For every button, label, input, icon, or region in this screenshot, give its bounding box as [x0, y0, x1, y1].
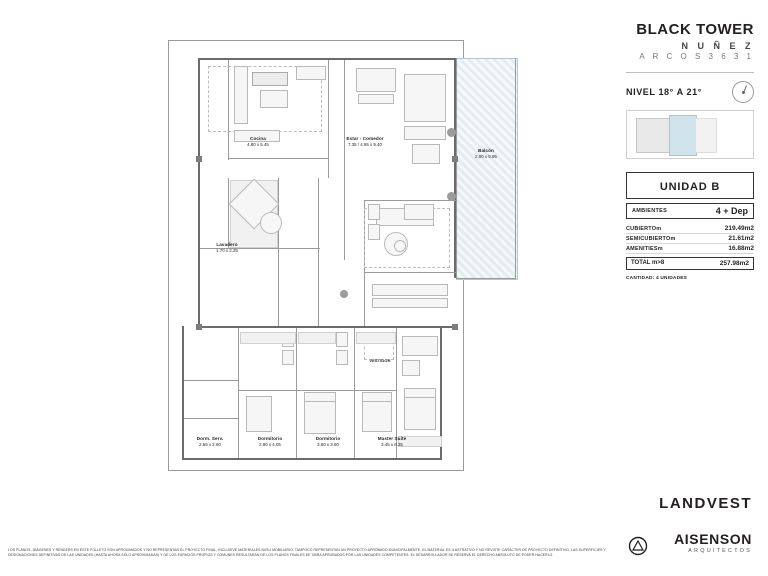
bath-toilet-1 [368, 224, 380, 240]
balcony-edge-bottom [456, 278, 516, 279]
bed-headboard-1 [304, 392, 336, 402]
room-dims: 4.80 x 5.45 [247, 142, 269, 147]
room-name: Dormitorio [257, 436, 283, 441]
closet-dorm-2 [356, 332, 396, 344]
structural-dot-2 [447, 192, 456, 201]
balcony-area [456, 58, 518, 280]
unit-title-box [626, 172, 754, 199]
ambientes-label: AMBIENTES [632, 208, 668, 214]
room-label-master-suite [358, 436, 426, 448]
bath-sink-3 [336, 332, 348, 347]
room-dims: 2.90 x 4.05 [259, 442, 281, 447]
bath-tub [404, 204, 434, 220]
room-label-lavadero [196, 242, 258, 254]
plan-outline-bottom [168, 470, 464, 471]
room-label-dormitorio-1 [240, 436, 300, 448]
area-table [626, 224, 754, 254]
project-neighborhood: N U Ñ E Z [681, 41, 754, 51]
balcony-edge-right [515, 58, 516, 278]
area-row [626, 244, 754, 254]
aisenson-mark-icon [628, 536, 648, 556]
bed-headboard-master [404, 388, 436, 398]
area-value: 21.61m2 [728, 235, 754, 242]
room-label-estar-comedor [320, 136, 410, 148]
landvest-wordmark: LANDVEST [659, 495, 752, 512]
structural-dot-1 [447, 128, 456, 137]
partition-hall-left [278, 178, 279, 326]
closet-dorm-1 [298, 332, 336, 344]
ambientes-row [626, 203, 754, 219]
room-dims: 2.55 x 2.60 [199, 442, 221, 447]
balcony-edge-left [456, 58, 457, 278]
unit-count: CANTIDAD: 4 UNIDADES [626, 276, 688, 281]
total-row [626, 257, 754, 270]
round-table-inner [394, 240, 406, 252]
partition-hall-right [318, 178, 319, 326]
legal-disclaimer: LOS PLANOS, IMÁGENES Y RENDERS EN ESTE FOLLETO SON APROXIMADOS Y NO REPRESENTAN EL PROYECTO FINAL, INCLUSIVE MATERIALES NI/SU MOBILIARIO, TAMPOCO REPRESENTAN UN PROYECTO APROBADO MUNICIPALMENTE. EL MATERIAL ES ILUSTRATIVO Y NO REVISTE CARÁCTER DE PROYECTO DEFINITIVO, LAS SUPERFICIES Y DESIGNACIONES DEFINITIVAS DE LAS UNIDADES (HASTA AHORA SÓLO APROXIMADAS) Y DE LOS ESPACIOS PROPIOS Y COMUNES RESULTARÁN DE LOS PLANOS FINALES DE OBRA APROBADOS POR LAS UNIDADES COMPETENTES. EL DESARROLLADOR SE RESERVA EL DERECHO ABSOLUTO DE PODER HACERLO. [8, 548, 606, 557]
area-label: AMENITIESm [626, 246, 663, 252]
kitchen-island [252, 72, 288, 86]
partition-kitchen-bottom [228, 158, 328, 159]
bath-toilet-2 [282, 350, 294, 365]
sofa-small [404, 126, 446, 140]
tv-unit [372, 298, 448, 308]
level-row [626, 81, 754, 103]
wall-bottom-main [182, 458, 442, 460]
coffee-table [412, 144, 440, 164]
keyplan-unit-b-highlight [669, 115, 697, 156]
master-bath-vanity [402, 336, 438, 356]
partition-service-split [184, 380, 238, 381]
wall-top-main [198, 58, 456, 60]
keyplan-unit-c [695, 118, 717, 153]
column-4 [452, 324, 458, 330]
room-label-dormitorio-2 [298, 436, 358, 448]
room-label-dorm-serv [180, 436, 240, 448]
partition-living-left [344, 60, 345, 260]
partition-bed-line [238, 390, 396, 391]
closet-service [240, 332, 296, 344]
partition-bath-bottom [364, 272, 456, 273]
room-name: VESTIDOR [369, 358, 391, 363]
room-name: Master Suite [377, 436, 407, 441]
room-label-balcon [456, 148, 516, 160]
panel-divider [626, 72, 754, 73]
dining-table [356, 68, 396, 92]
project-address: A R C O S 3 6 3 1 [639, 52, 754, 61]
area-value: 219.49m2 [724, 225, 754, 232]
level-label: NIVEL 18° A 21° [626, 87, 702, 97]
laundry-round [260, 212, 282, 234]
total-value: 257.98m2 [719, 260, 749, 267]
room-dims: 7.35 / 4.95 x 9.40 [348, 142, 382, 147]
project-brand [626, 22, 754, 62]
partition-kitchen-right [328, 60, 329, 178]
bed-headboard-2 [362, 392, 392, 402]
bath-toilet-3 [336, 350, 348, 365]
room-label-vestidor [360, 358, 400, 364]
master-bath-shower [402, 360, 420, 376]
wall-left-upper [198, 58, 200, 158]
aisenson-logo [674, 531, 752, 554]
area-label: SEMICUBIERTOm [626, 236, 676, 242]
kitchen-upper-cabinet [296, 66, 326, 80]
area-label: CUBIERTOm [626, 226, 662, 232]
area-row [626, 234, 754, 244]
project-title: BLACK TOWER [636, 21, 754, 38]
compass-north-icon [732, 81, 754, 103]
console-table [372, 284, 448, 296]
plan-outline-left [168, 40, 169, 470]
partition-service-split2 [184, 418, 238, 419]
partition-bath-top [364, 200, 456, 201]
room-name: Balcón [478, 148, 494, 153]
ambientes-value: 4 + Dep [715, 206, 748, 216]
wall-right-upper [454, 58, 456, 278]
area-row [626, 224, 754, 234]
room-dims: 3.60 x 3.60 [317, 442, 339, 447]
landvest-logo [659, 495, 752, 512]
bath-sink-1 [368, 204, 380, 220]
keyplan-unit-a [636, 118, 671, 153]
aisenson-subtitle: ARQUITECTOS [688, 548, 752, 554]
room-dims: 2.00 x 9.95 [475, 154, 497, 159]
bed-service [246, 396, 272, 432]
room-label-cocina [218, 136, 298, 148]
area-value: 16.88m2 [728, 245, 754, 252]
kitchen-counter-left [234, 66, 248, 124]
room-dims: 3.45 x 6.35 [381, 442, 403, 447]
structural-dot-3 [340, 290, 348, 298]
total-label: TOTAL m>8 [631, 260, 665, 266]
sofa-large [404, 74, 446, 122]
kitchen-table [260, 90, 288, 108]
room-name: Dorm. Serv. [196, 436, 224, 441]
column-1 [196, 156, 202, 162]
dining-bench [358, 94, 394, 104]
room-name: Lavadero [216, 242, 238, 247]
room-name: Cocina [250, 136, 266, 141]
floor-plan-drawing [168, 40, 520, 505]
unit-title: UNIDAD B [659, 181, 721, 193]
room-name: Estar - Comedor [346, 136, 384, 141]
plan-outline-top [168, 40, 464, 41]
wall-mid-horizontal [198, 326, 456, 328]
key-plan [626, 110, 754, 159]
room-name: Dormitorio [315, 436, 341, 441]
aisenson-wordmark: AISENSON [674, 531, 752, 547]
info-panel [626, 22, 754, 281]
room-dims: 1.70 x 2.25 [216, 248, 238, 253]
partition-laundry-right [228, 178, 229, 248]
column-3 [196, 324, 202, 330]
